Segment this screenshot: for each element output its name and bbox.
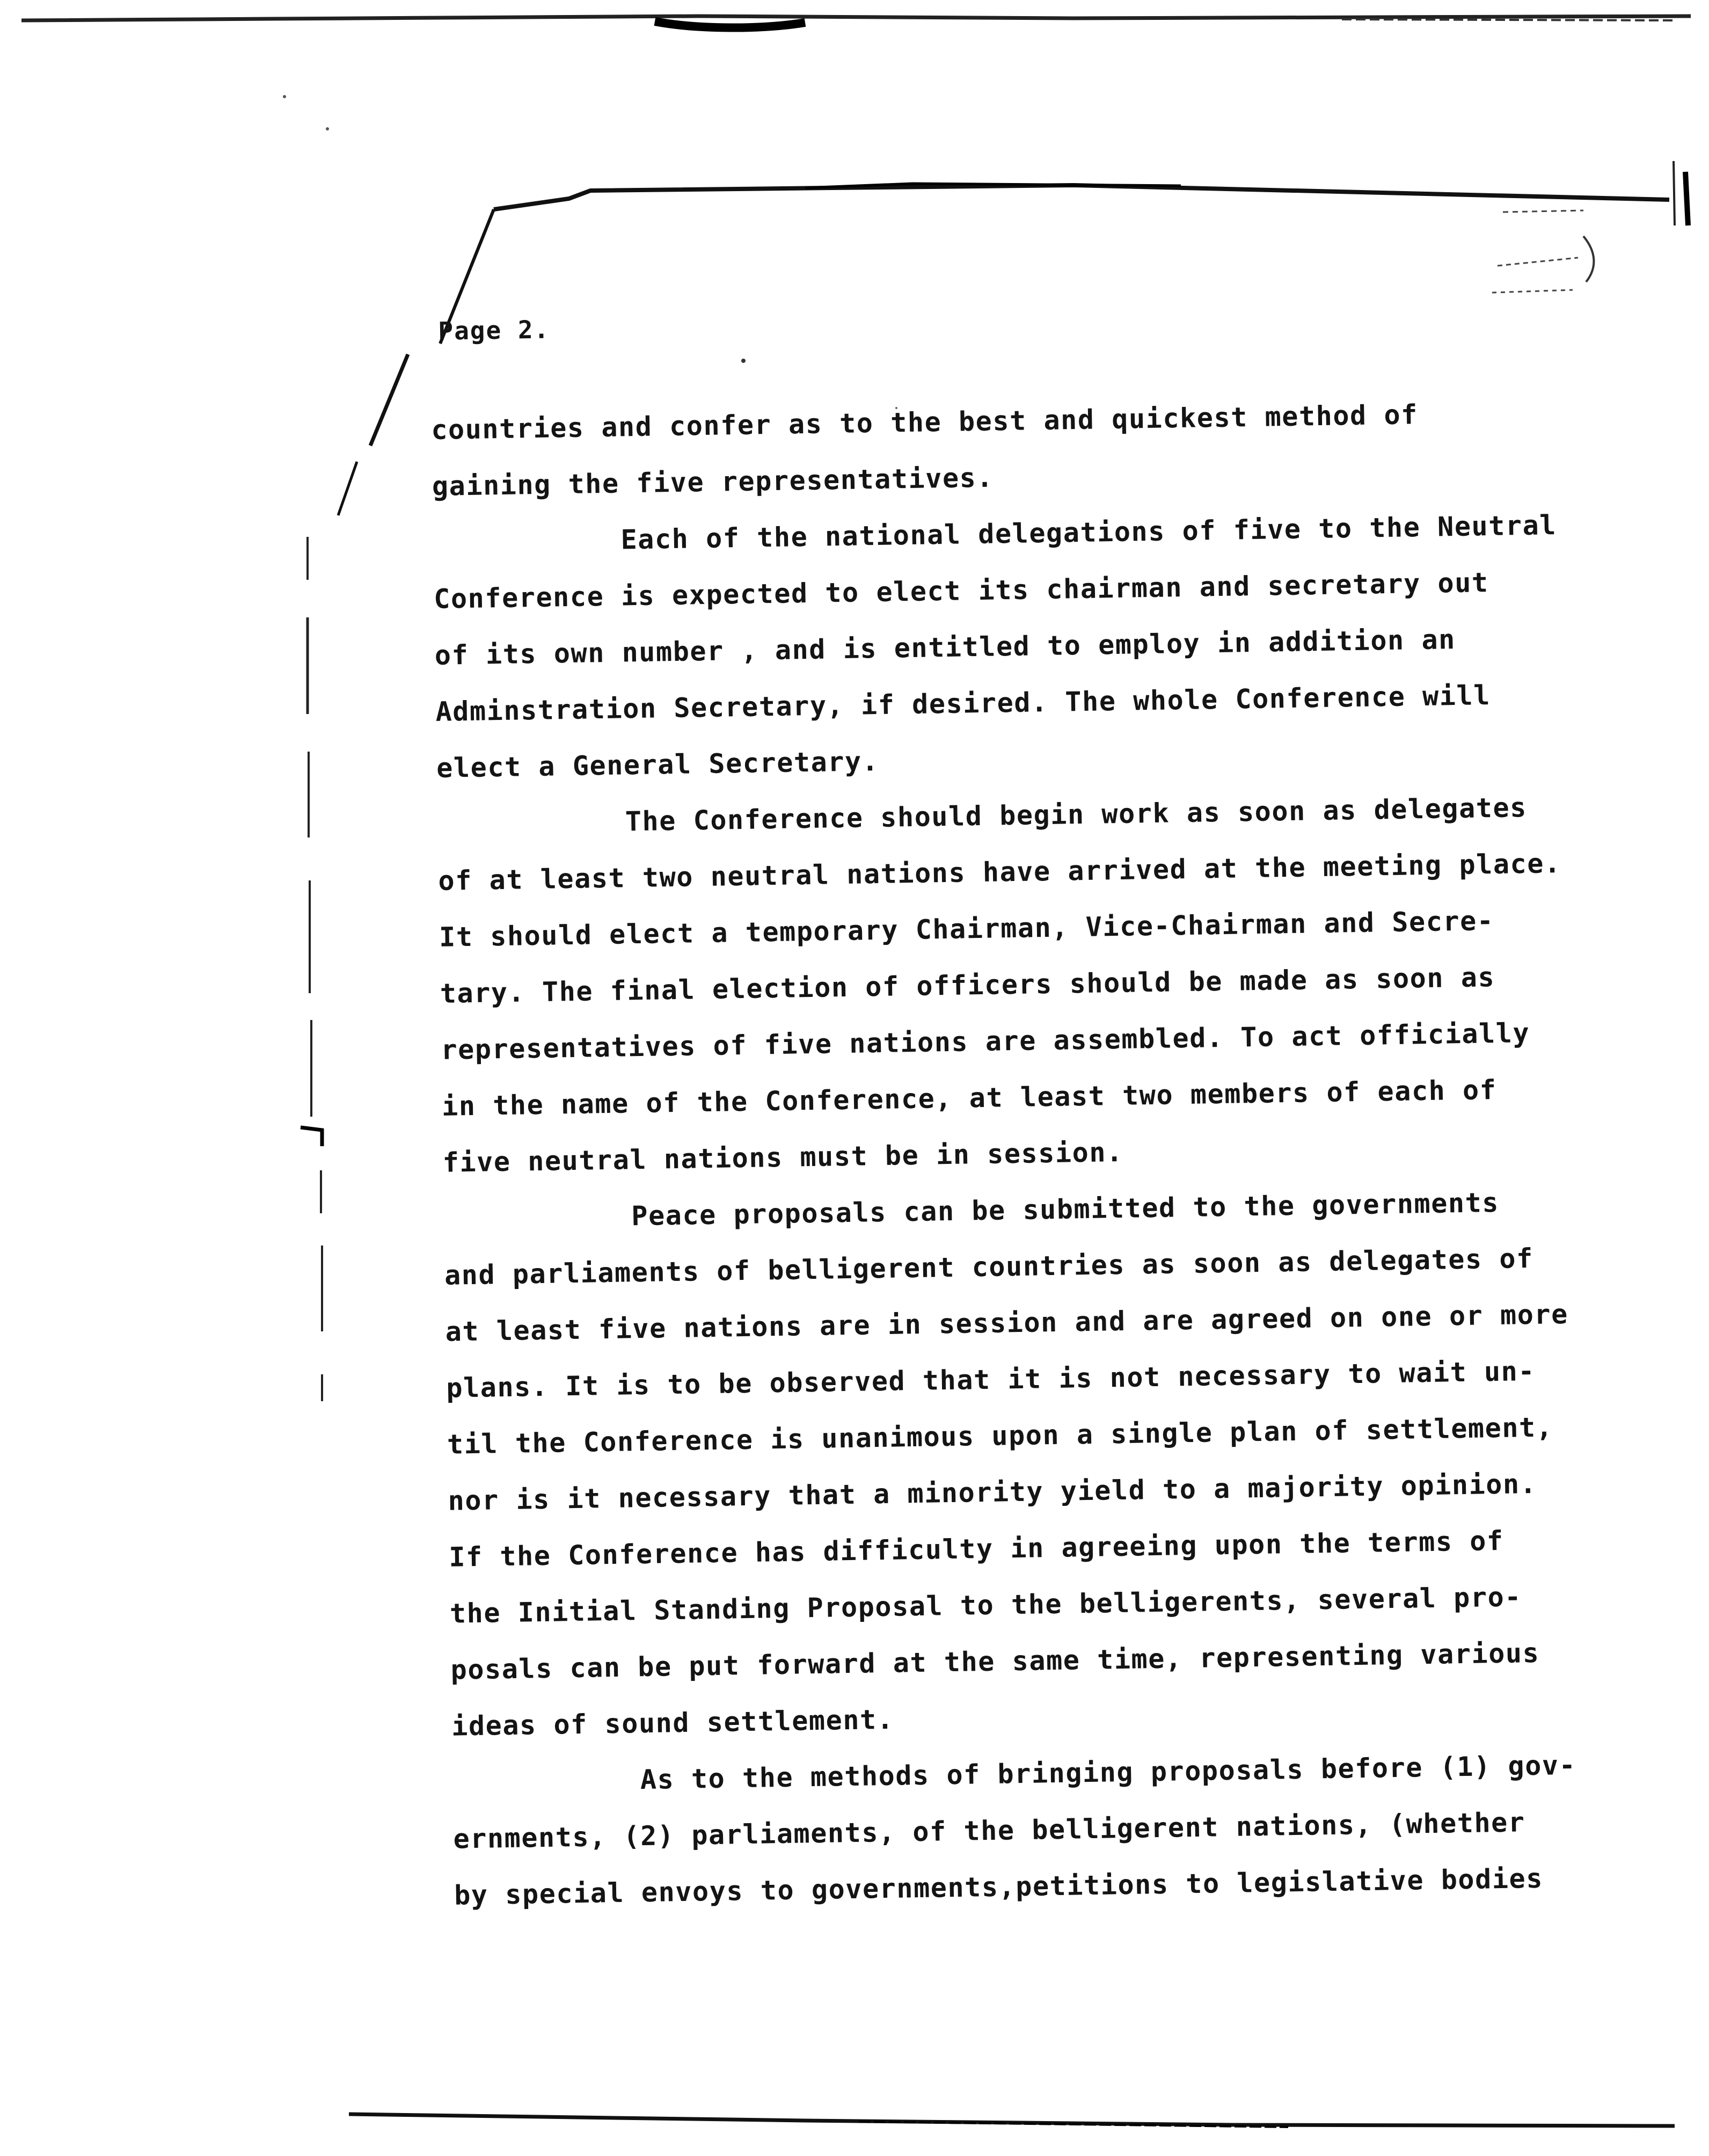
text-line: of at least two neutral nations have arrived at the meeting place. [438,848,1562,897]
page-number: Page 2. [437,315,550,346]
text-line: Peace proposals can be submitted to the governments [631,1186,1500,1232]
text-line: It should elect a temporary Chairman, Vice-Chairman and Secre- [439,905,1494,953]
text-line: tary. The final election of officers should be made as soon as [440,961,1495,1009]
text-line: As to the methods of bringing proposals before (1) gov- [640,1749,1576,1796]
text-line: countries and confer as to the best and quickest method of [430,399,1419,446]
text-line: of its own number , and is entitled to employ in addition an [434,624,1456,671]
paragraph [430,383,1624,515]
paragraph [437,778,1634,1191]
text-line: and parliaments of belligerent countries as soon as delegates of [444,1242,1534,1291]
text-line: plans. It is to be observed that it is not necessary to wait un- [445,1355,1536,1404]
text-line: ideas of sound settlement. [451,1703,894,1742]
text-line: representatives of five nations are assembled. To act officially [441,1017,1530,1066]
text-line: five neutral nations must be in session. [442,1136,1124,1178]
text-line: elect a General Secretary. [436,745,879,784]
document-page [429,298,1649,2104]
text-line: ernments, (2) parliaments, of the belligerent nations, (whether [453,1807,1526,1855]
text-line: til the Conference is unanimous upon a single plan of settlement, [447,1411,1553,1460]
text-line: If the Conference has difficulty in agreeing upon the terms of [448,1525,1504,1573]
text-line: Each of the national delegations of five to the Neutral [620,509,1557,556]
text-line: at least five nations are in session and are agreed on one or more [445,1298,1569,1348]
paragraph [443,1172,1644,1755]
text-line: in the name of the Conference, at least two members of each of [441,1074,1497,1122]
text-line: posals can be put forward at the same time, representing various [450,1637,1540,1686]
paragraph [433,496,1628,797]
text-line: by special envoys to governments,petitions to legislative bodies [454,1862,1544,1911]
text-line: Conference is expected to elect its chairman and secretary out [433,567,1489,615]
text-line: nor is it necessary that a minority yield to a majority opinion. [448,1468,1537,1517]
text-line: The Conference should begin work as soon as delegates [625,791,1528,837]
paragraph [452,1736,1646,1924]
text-line: Adminstration Secretary, if desired. The whole Conference will [435,680,1491,727]
text-line: the Initial Standing Proposal to the belligerents, several pro- [449,1581,1522,1629]
text-line: gaining the five representatives. [432,462,994,502]
